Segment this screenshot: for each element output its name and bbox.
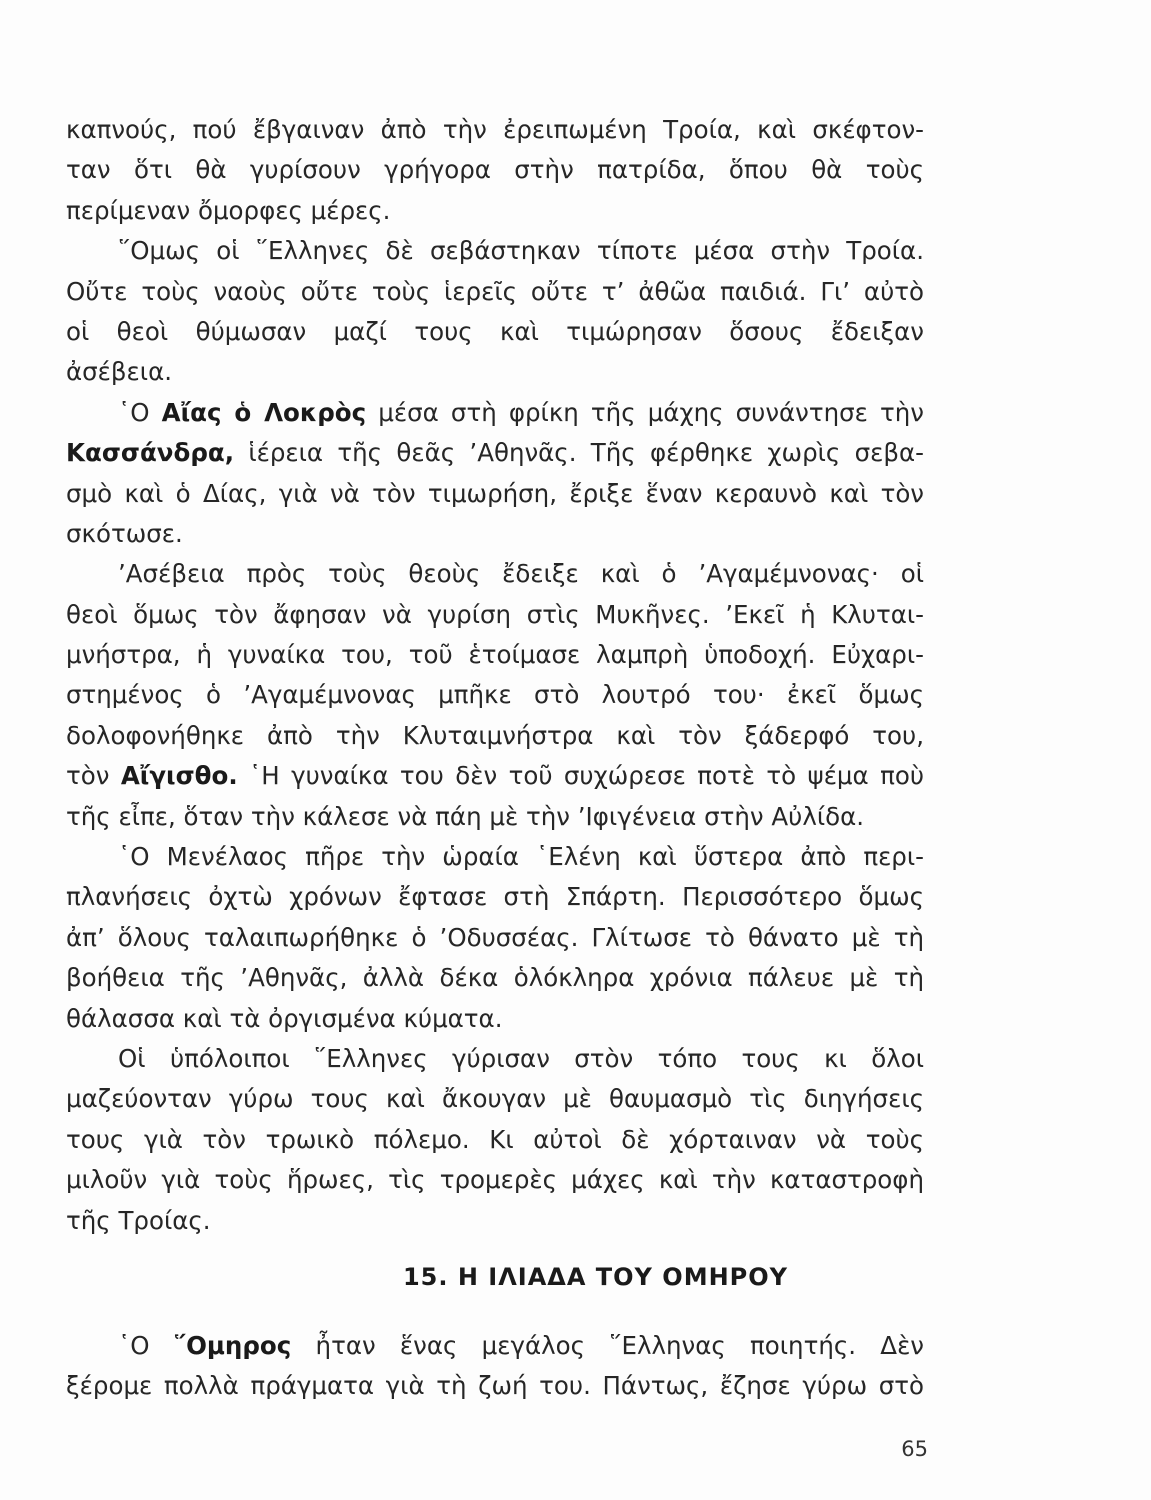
text-line: τῆς Τροίας.: [66, 1205, 211, 1235]
text-line: μιλοῦν γιὰ τοὺς ἥρωες, τὶς τρομερὲς μάχες καὶ τὴν καταστροφὴ: [66, 1165, 924, 1195]
text-line: τους γιὰ τὸν τρωικὸ πόλεμο. Κι αὐτοὶ δὲ χόρταιναν νὰ τοὺς: [66, 1124, 924, 1154]
text-run: ῾Ο: [118, 397, 162, 427]
text-run: ἦταν ἕνας μεγάλος ῞Ελληνας ποιητής. Δὲν: [291, 1331, 924, 1360]
text-line: ἀσέβεια.: [66, 357, 173, 387]
text-line: Οἱ ὑπόλοιποι ῞Ελληνες γύρισαν στὸν τόπο τους κι ὅλοι: [118, 1043, 924, 1073]
text-line: ’Ασέβεια πρὸς τοὺς θεοὺς ἔδειξε καὶ ὁ ’Αγαμέμνονας· οἱ: [118, 559, 924, 589]
section-body-text: [66, 1326, 924, 1407]
text-line: στημένος ὁ ’Αγαμέμνονας μπῆκε στὸ λουτρό του· ἐκεῖ ὅμως: [66, 680, 924, 710]
text-line: σκότωσε.: [66, 518, 183, 548]
text-line: καπνούς, πού ἔβγαιναν ἀπὸ τὴν ἐρειπωμένη Τροία, καὶ σκέφτον-: [66, 115, 924, 144]
text-line: [66, 433, 924, 473]
bold-name-homer: ῞Ομηρος: [173, 1331, 292, 1360]
text-line: θάλασσα καὶ τὰ ὀργισμένα κύματα.: [66, 1003, 503, 1033]
text-line: ῞Ομως οἱ ῞Ελληνες δὲ σεβάστηκαν τίποτε μέσα στὴν Τροία.: [118, 236, 924, 266]
text-line: θεοὶ ὅμως τὸν ἄφησαν νὰ γυρίση στὶς Μυκῆνες. ’Εκεῖ ἡ Κλυται-: [66, 599, 924, 629]
text-run: μέσα στὴ φρίκη τῆς μάχης συνάντησε τὴν: [366, 397, 924, 427]
text-line: περίμεναν ὄμορφες μέρες.: [66, 195, 391, 225]
text-line: ταν ὅτι θὰ γυρίσουν γρήγορα στὴν πατρίδα, ὅπου θὰ τοὺς: [66, 155, 924, 185]
body-text: [66, 110, 924, 1241]
text-line: Οὔτε τοὺς ναοὺς οὔτε τοὺς ἱερεῖς οὔτε τ’ ἀθῶα παιδιά. Γι’ αὐτὸ: [66, 276, 924, 306]
text-line: μαζεύονταν γύρω τους καὶ ἄκουγαν μὲ θαυμασμὸ τὶς διηγήσεις: [66, 1084, 924, 1114]
text-line: τῆς εἶπε, ὅταν τὴν κάλεσε νὰ πάη μὲ τὴν ’Ιφιγένεια στὴν Αὐλίδα.: [66, 801, 865, 831]
text-line: ῾Ο Μενέλαος πῆρε τὴν ὡραία ῾Ελένη καὶ ὕστερα ἀπὸ περι-: [118, 842, 924, 872]
section-heading: 15. Η ΙΛΙΑΔΑ ΤΟΥ ΟΜΗΡΟΥ: [402, 1263, 789, 1291]
text-line: [66, 1326, 924, 1366]
text-line: [66, 393, 924, 433]
text-line: ἀπ’ ὅλους ταλαιπωρήθηκε ὁ ’Οδυσσέας. Γλίτωσε τὸ θάνατο μὲ τὴ: [66, 922, 924, 952]
text-run: ἱέρεια τῆς θεᾶς ’Αθηνᾶς. Τῆς φέρθηκε χωρὶς σεβα-: [234, 438, 924, 468]
text-line: βοήθεια τῆς ’Αθηνᾶς, ἀλλὰ δέκα ὁλόκληρα χρόνια πάλευε μὲ τὴ: [66, 963, 924, 993]
text-run: ῾Η γυναίκα του δὲν τοῦ συχώρεσε ποτὲ τὸ ψέμα ποὺ: [237, 761, 924, 791]
text-line: ξέρομε πολλὰ πράγματα γιὰ τὴ ζωή του. Πάντως, ἔζησε γύρω στὸ: [66, 1371, 924, 1401]
bold-name-ajax: Αἴας ὁ Λοκρὸς: [161, 397, 367, 427]
text-line: σμὸ καὶ ὁ Δίας, γιὰ νὰ τὸν τιμωρήση, ἔριξε ἕναν κεραυνὸ καὶ τὸν: [66, 478, 924, 508]
text-run: ῾Ο: [118, 1331, 174, 1360]
text-line: δολοφονήθηκε ἀπὸ τὴν Κλυταιμνήστρα καὶ τὸν ξάδερφό του,: [66, 720, 924, 750]
text-line: μνήστρα, ἡ γυναίκα του, τοῦ ἑτοίμασε λαμπρὴ ὑποδοχή. Εὐχαρι-: [66, 640, 924, 670]
page-number: 65: [901, 1437, 928, 1461]
text-line: [66, 756, 924, 796]
text-run: τὸν: [66, 761, 121, 791]
text-line: πλανήσεις ὀχτὼ χρόνων ἔφτασε στὴ Σπάρτη. Περισσότερο ὅμως: [66, 882, 924, 912]
text-line: οἱ θεοὶ θύμωσαν μαζί τους καὶ τιμώρησαν ὅσους ἔδειξαν: [66, 316, 924, 346]
bold-name-cassandra: Κασσάνδρα,: [66, 438, 235, 468]
bold-name-aegisthus: Αἴγισθο.: [120, 761, 238, 791]
